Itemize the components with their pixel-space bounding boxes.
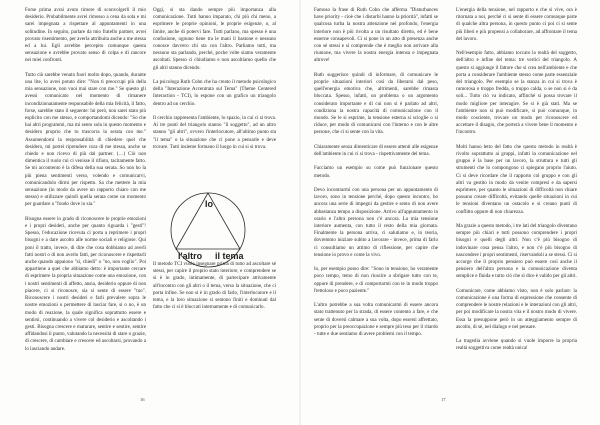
- paragraph: La psicologa Ruth Cohn che ha creato il metodo psicologico della "Interazione Accentrata sul Tema" (Theme Centered Interaction - TCI), lo espone con un grafico un triangolo dentro ad un cerchio.: [153, 79, 276, 107]
- paragraph: Facciamo un esempio su come può funzionare questo metodo.: [314, 165, 438, 179]
- paragraph: Il metodo TCI vuole insegnare prima di tutto ad ascoltare sé stessi, per capire il proprio stato interiore, e comprendere se si è in grado, intimamente, di partecipare attivamente all'incontro con gli altri o il tema, verso la situazione, che ci porta infine. Se non si è in grado di farlo, l'interlocutore e il tema, e la loro situazione si sentono finiti e dominati dal fatto che ci si è bloccati internamente e di comunicarlo.: [153, 261, 276, 311]
- page-gutter: [299, 0, 301, 425]
- paragraph: Famoso la frase di Ruth Cohn che afferma "Disturbances have priority - cioè che i disturbi hanno la priorità", infatti se qualcosa turba la nostra attenzione nel profondo, l'energia interiore non è più rivolta a un risultato diretto, ed è bene esserne consapevoli. Ci si pone in un atto di presenza anche con sé stessi e si comprende che è meglio non arrivare alla riunione, ma vivere la nostra energia intensa e impegnata altrove!: [314, 7, 438, 64]
- page-number-left: 16: [140, 397, 145, 402]
- paragraph: Il cerchio rappresenta l'ambiente, lo spazio, in cui ci si trova. Ai tre punti del triangolo stanno "il soggetto", ad un altro stanno "gli altri", ovvero l'interlocutore, all'ultimo punto sta "il tema" o la situazione che ci pone a pensarle e deve trovare. Tutti insieme formano il luogo in cui si si trova.: [153, 115, 276, 150]
- paragraph: Ma grazie a questo metodo, i tre lati del triangolo diventano sempre più chiari e tutti possono comprendere i propri bisogni e quelli degli altri. Non c'è più bisogno di indovinare cosa pensa l'altro, e non c'è più bisogno di nascondere i propri sentimenti, riservandoli a se stessi. Ci si accorge che il proprio pensiero può essere così anche il pensiero dell'altra persona e la comunicazione diventa semplice e fluida e tutto ciò che si dice è valido per gli altri.: [456, 223, 577, 280]
- diagram-label-right: il tema: [215, 251, 244, 261]
- paragraph: Chiaramente senza dimenticare di essere attenti alle esigenze dell'ambiente in cui ci si trova - rispettivamente del tema.: [314, 143, 438, 158]
- paragraph: Devo incontrarmi con una persona per un appuntamento di lavoro, sono in tensione perché, dopo questo incontro, ho ancora una serie di impegni da gestire e sento di non avere abbastanza tempo a disposizione. Arrivo all'appuntamento in orario e l'altra persona non c'è ancora. La mia tensione interiore aumenta, con tutto il resto della mia giornata. Finalmente la persona arriva, ci salutiamo e, in teoria, dovremmo iniziare subito a lavorare - invece, prima di farlo ci consultiamo un attimo di riflessione, per capire che tensione io provo e come la vivo.: [314, 187, 438, 258]
- paragraph: Ruth suggerisce quindi di informare, di comunicare le proprie situazioni interiori così da liberarsi dal peso, quell'energia emotiva che, altrimenti, sarebbe rimasta bloccata. Spesso, infatti, un problema o un argomento considerato importante e di cui non si è parlato ad altri, condiziona la nostra capacità di comunicazione con il mondo. Se le si esprime, la tensione esterna si scioglie o si riduce, per modo di comunicarsi con l'interno e con le altre persone, che ci si sente con la vita.: [314, 71, 438, 136]
- paragraph: Bisogna essere in grado di riconoscere le proprie emozioni e i propri desideri, anche per quanto riguarda i "gesti"! Spesso, l'educazione ricevuta ci porta a reprimere i propri bisogni e a dare ascolto alle norme sociali e religiose. Qui poni il tratto, invece, di dire che cosa dobbiamo ad averli fatti nostri o di non averlo fatti, per riconoscere e rispettarli anche quando appaiono "si, chiedi" o "no, non voglio". Poi appartiene a quel che abbiamo detto: è importante cercare di esprimere la propria situazione come una emozione, con i nostri sentimenti di affetto, ansia, desiderio oppure di non piacere, ci si riconosce, sia si sente di essere "tuo". Riconoscere i nostri desideri e farli prevalere sopra le nostre emozioni o permettere di lasciar fare, si o no, è un modo di reazione, la quale significa soprattutto essere e sentirsi, continuando a vivere col desiderio e ascoltando i gesti. Bisogna crescere e maturare, sentire e sentire, sentire affidandosi il punto, valutando la necessità di stare o grazie, di crescere, di cambiare e crescere ed ascoltarsi, provando a lo lasciando andare.: [25, 215, 146, 352]
- paragraph: L'altro potrebbe a sua volta comunicarmi di essere ancora stato trattenuto per la strada, di essere contento a fare, e che sente di doversi calmare a sua volta, dopo essersi affrettato, proprio per la preoccupazione e sempre più teso per il ritardo - tutte e due sentiamo di avere problemi con il tempo.: [314, 302, 438, 338]
- paragraph: Comunicare, come abbiamo visto, non è solo parlare: la comunicazione è una forma di espressione che consente di comprendere le nostre relazioni e le interazioni con gli altri, per poi modificare la nostra vita e il nostro modo di vivere. Essa la presuppone però in un atteggiamento sempre di ascolto, di sè, nel dialogo e nel pensare.: [456, 287, 577, 330]
- triangle-in-circle-graphic: [167, 190, 249, 270]
- paragraph: Forse prima avrai avuto timore di sconvolgerli il mio desiderio. Probabilmente avrei rimosso a cena da sola e mi sarei impegnata a rispettare al appuntamenti in una solitudine. In seguito, parlare da mio fratello partner, avrei provato risentimento, per averla attribuita anche a me stessa ed a lui. Egli avrebbe percepito comunque questa sensazione e avrebbe provato senso di colpa e di rancore nei miei confronti.: [25, 7, 146, 64]
- right-page-column-2: [456, 7, 577, 360]
- paragraph: La tragedia avviene quando si vuole imporre la propria realtà soggettiva come realtà unica!: [456, 338, 577, 352]
- right-page-column-1: [314, 7, 438, 345]
- left-page-column-2: [153, 7, 276, 319]
- diagram-label-top: Io: [205, 199, 213, 209]
- paragraph: L'energia della tensione, nel rapporto e che si vive, ora è ritornata a noi, perché ci si sente di essere comunque parte di qualche altra persona, in questo punto ci poi ci si sente più liberi e più propensi a collaborare, ad affrontare il tema del lavoro.: [456, 7, 577, 42]
- tci-triangle-diagram: [167, 190, 249, 270]
- paragraph: Oggi, si sta dando sempre più importanza alla comunicazione. Tutti hanno imparato, chi più chi meno, a esprimere le proprie opinioni, le proprie esigenze, o, al limite, anche di potervi fare. Tutti parlano, ma spesso è una confusione, ognuno tiene tra le mani il bastone e nessuno conosce davvero chi sta con l'altro. Parliamo tutti, ma nessuno sta parlando, perché, poche volte siamo veramente ascoltati. Spesso ci chiudiamo e non ascoltiamo quello che gli altri stanno dicendo.: [153, 7, 276, 71]
- paragraph: Molti hanno letto del fatto che questo metodo in realtà è rivolto soprattutto ai gruppi, infatti la comunicazione nel gruppo è la base per un lavoro, la struttura e tutti gli strumenti che lo compongono ci spiegano proprio l'aiuto. Ci si deve ricordare che il rapporto col gruppo e con gli altri va gestito in modo da venire compresi e da sapersi esprimere, per quanto le situazioni di difficoltà non chiare possano creare difficoltà, evitando quelle situazioni in cui le tensioni diventano un ostacolo e si creano punti di conflitto oppure di non chiarezza.: [456, 143, 577, 215]
- paragraph: Tutto ciò sarebbe venuto fuori molto dopo, quando, durante una lite, lo avrei potuto dire: "Non ti preoccupi più della mia sensazione, non vuoi mai stare con me." Se questo gli avessi comunicato nel momento di rimanere incondizionatamente responsabile della mia felicità, il fatto, forse, sarebbe stato il seguente: lui però, non sarei stato più esplicito con me stesso, e comportandomi dicendo: "So che hai altri programmi, ma mi sento sola in questo momento e desidero proprio che tu trascorra la serata con me." Assumendomi la responsabilità di chiedere quel che desidero, mi potrei riprendere cura di me stessa, anche se chiedo e non ricevo di più dal partner. (…) Ciò non dimentica il ruolo cui ci venisse il rifiuto, tacitamente fatto. Se mi accontento è la difesa della sua serata. So non ho la più piena sentimenti verso, volendo e comunicarvi, comunicandolo dirmi per rispetto. Sa che mettere la mia sensazione (in modo da avere un rapporto chiaro con me stesso) e utilizzare quindi quella serata come un momento per guardare a "fondo dove io sia.": [25, 71, 146, 208]
- left-page-column-1: [25, 7, 146, 360]
- diagram-label-left: l'altro: [178, 251, 203, 261]
- paragraph: Io, per esempio posso dire: "Sono in tensione, ho veramente poco tempo, temo di non riuscire a sbrigare tutto con te, oppure di prendere, e di comportarmi con te in modo troppo frettoloso e poco paziente.": [314, 266, 438, 294]
- paragraph: Nell'esempio fatto, abbiamo toccato la realtà del soggetto, dell'altro e infine del tema: tre vertici del triangolo. A questo si aggiunge il fattore che si crea nell'ambiente e che porta a considerare l'ambiente stesso come parte essenziale del triangolo. Per esempio se la stanza in cui si trova è rumorosa o troppo fredda, o troppo calda, o se non si è da soli... Tutto ciò va indicato, affinché si possa trovare il modo migliore per interagire. Se si è già stati. Ma se l'ambiente non si può modificare, si può comunque, in modo cosciente, trovare un modo per riconoscere ed accettare il disagio, che porterà a vivere bene il momento e l'incontro.: [456, 50, 577, 136]
- page-number-right: 17: [441, 397, 446, 402]
